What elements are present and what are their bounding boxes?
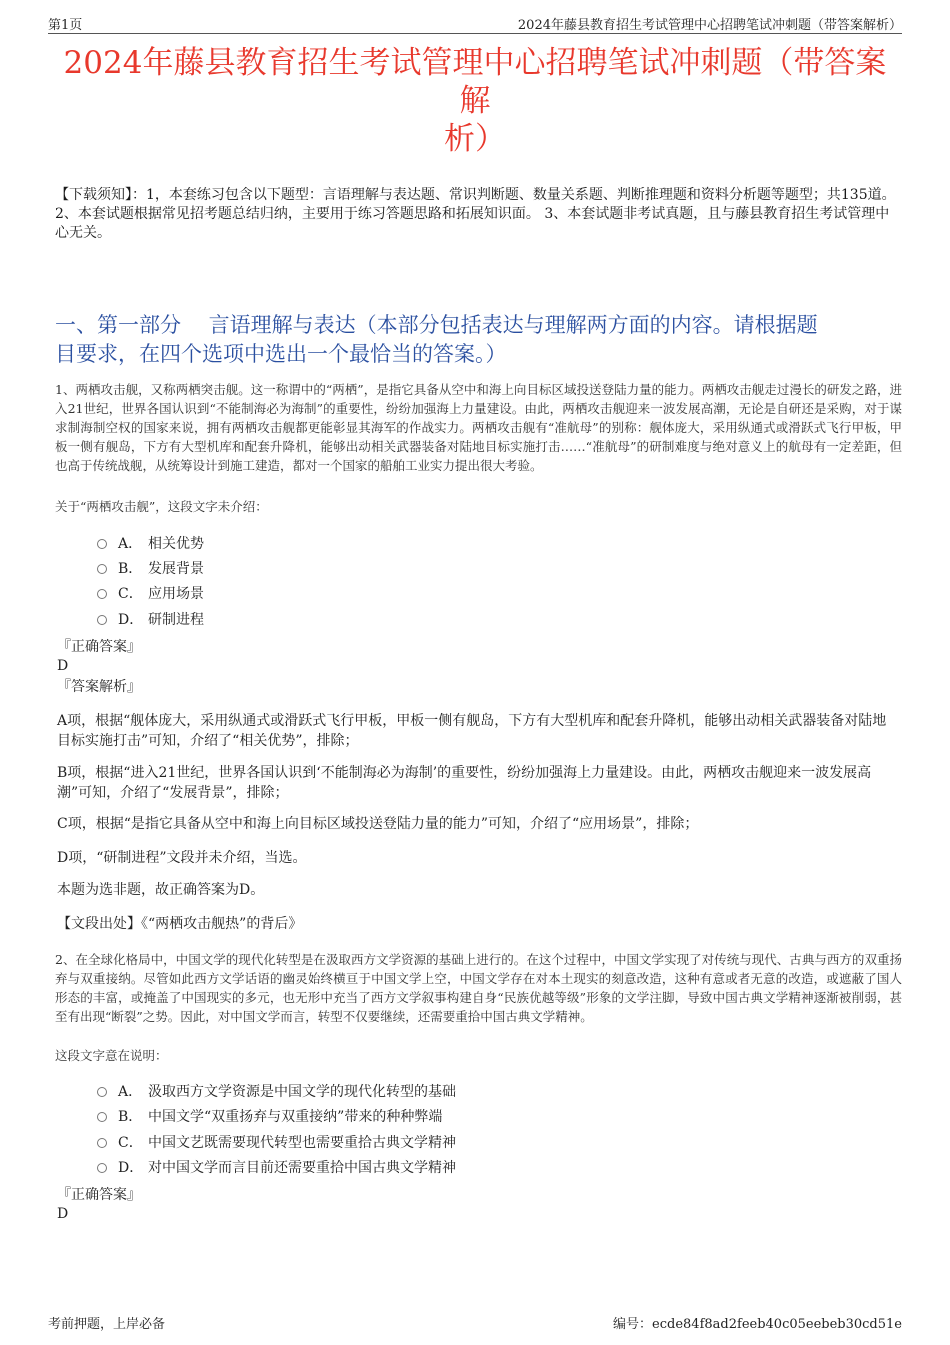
page-number: 第1页 <box>48 18 83 33</box>
radio-icon[interactable] <box>97 564 107 574</box>
option-text: 中国文学“双重扬弃与双重接纳”带来的种种弊端 <box>148 1109 443 1125</box>
option-text: 相关优势 <box>148 536 204 552</box>
q1-option-d[interactable] <box>97 609 204 629</box>
q2-option-d[interactable] <box>97 1157 456 1177</box>
radio-icon[interactable] <box>97 1087 107 1097</box>
q1-source: 【文段出处】《“两栖攻击舰热”的背后》 <box>57 916 303 932</box>
q2-answer: D <box>57 1206 69 1222</box>
radio-icon[interactable] <box>97 1138 107 1148</box>
section-heading-line-2: 目要求，在四个选项中选出一个最恰当的答案。） <box>55 342 507 366</box>
option-text: 中国文艺既需要现代转型也需要重拾古典文学精神 <box>148 1135 456 1151</box>
option-text: 研制进程 <box>148 612 204 628</box>
radio-icon[interactable] <box>97 539 107 549</box>
page-title <box>55 44 895 158</box>
q2-question: 这段文字意在说明： <box>55 1048 168 1063</box>
section-heading <box>55 311 895 369</box>
option-letter: A． <box>118 536 143 552</box>
download-notice: 【下载须知】：1，本套练习包含以下题型：言语理解与表达题、常识判断题、数量关系题、判断推理题和资料分析题等题型；共135道。 2、本套试题根据常见招考题总结归纳，主要用于练习答题思路和拓展知识面。 3、本套试题非考试真题，且与藤县教育招生考试管理中心无关。 <box>55 187 896 241</box>
q1-answer: D <box>57 658 69 674</box>
radio-icon[interactable] <box>97 615 107 625</box>
footer-slogan: 考前押题，上岸必备 <box>48 1317 166 1332</box>
option-text: 汲取西方文学资源是中国文学的现代化转型的基础 <box>148 1084 456 1100</box>
page-header <box>48 14 902 34</box>
q1-analysis-d: D项，“研制进程”文段并未介绍，当选。 <box>57 850 307 866</box>
q2-passage: 2、在全球化格局中，中国文学的现代化转型是在汲取西方文学资源的基础上进行的。在这个过程中，中国文学实现了对传统与现代、古典与西方的双重扬弃与双重接纳。尽管如此西方文学话语的幽灵始终横亘于中国文学上空，中国文学存在对本土现实的刻意改造，这种有意或者无意的改造，或遮蔽了国人形态的丰富，或掩盖了中国现实的多元，也无形中充当了西方文学叙事构建自身“民族优越等级”形象的文学注脚，导致中国古典文学精神逐渐被削弱，甚至有出现“断裂”之势。因此，对中国文学而言，转型不仅要继续，还需要重拾中国古典文学精神。 <box>55 952 902 1024</box>
q1-analysis-c: C项，根据“是指它具备从空中和海上向目标区域投送登陆力量的能力”可知，介绍了“应用场景”，排除； <box>57 816 699 832</box>
q1-question: 关于“两栖攻击舰”，这段文字未介绍： <box>55 499 268 514</box>
option-letter: B． <box>118 561 143 577</box>
radio-icon[interactable] <box>97 589 107 599</box>
radio-icon[interactable] <box>97 1163 107 1173</box>
header-doc-title: 2024年藤县教育招生考试管理中心招聘笔试冲刺题（带答案解析） <box>517 18 902 33</box>
q1-analysis-label: 『答案解析』 <box>57 679 141 695</box>
option-text: 对中国文学而言目前还需要重拾中国古典文学精神 <box>148 1160 456 1176</box>
section-heading-line-1: 一、第一部分 言语理解与表达（本部分包括表达与理解两方面的内容。请根据题 <box>55 313 818 337</box>
footer-doc-id: 编号：ecde84f8ad2feeb40c05eebeb30cd51e <box>613 1317 902 1332</box>
q1-answer-label: 『正确答案』 <box>57 639 141 655</box>
option-text: 发展背景 <box>148 561 204 577</box>
option-letter: B． <box>118 1109 143 1125</box>
q2-option-a[interactable] <box>97 1081 456 1101</box>
q1-passage: 1、两栖攻击舰，又称两栖突击舰。这一称谓中的“两栖”，是指它具备从空中和海上向目标区域投送登陆力量的能力。两栖攻击舰走过漫长的研发之路，进入21世纪，世界各国认识到“不能制海必为海制”的重要性，纷纷加强海上力量建设。由此，两栖攻击舰迎来一波发展高潮，无论是自研还是采购，对于谋求制海制空权的国家来说，拥有两栖攻击舰都更能彰显其海军的作战实力。两栖攻击舰有“准航母”的别称：舰体庞大，采用纵通式或滑跃式飞行甲板，甲板一侧有舰岛，下方有大型机库和配套升降机，能够出动相关武器装备对陆地目标实施打击……“准航母”的研制难度与绝对意义上的航母有一定差距，但也高于传统战舰，从统筹设计到施工建造，都对一个国家的船舶工业实力提出很大考验。 <box>55 382 902 473</box>
q2-option-c[interactable] <box>97 1132 456 1152</box>
option-letter: C． <box>118 1135 143 1151</box>
title-line-2: 析） <box>444 121 506 157</box>
option-letter: A． <box>118 1084 143 1100</box>
option-letter: D． <box>118 612 144 628</box>
header-divider <box>48 33 902 34</box>
option-letter: D． <box>118 1160 144 1176</box>
radio-icon[interactable] <box>97 1112 107 1122</box>
q1-option-b[interactable] <box>97 558 204 578</box>
option-text: 应用场景 <box>148 586 204 602</box>
q1-analysis-conclusion: 本题为选非题，故正确答案为D。 <box>57 882 265 898</box>
q2-option-b[interactable] <box>97 1106 442 1126</box>
option-letter: C． <box>118 586 143 602</box>
q1-option-c[interactable] <box>97 583 204 603</box>
q1-option-a[interactable] <box>97 533 204 553</box>
title-line-1: 2024年藤县教育招生考试管理中心招聘笔试冲刺题（带答案解 <box>63 45 887 119</box>
q1-analysis-a: A项，根据“舰体庞大，采用纵通式或滑跃式飞行甲板，甲板一侧有舰岛，下方有大型机库和配套升降机，能够出动相关武器装备对陆地目标实施打击”可知，介绍了“相关优势”，排除； <box>57 713 887 749</box>
q2-answer-label: 『正确答案』 <box>57 1187 141 1203</box>
q1-analysis-b: B项，根据“进入21世纪，世界各国认识到‘不能制海必为海制’的重要性，纷纷加强海上力量建设。由此，两栖攻击舰迎来一波发展高潮”可知，介绍了“发展背景”，排除； <box>57 765 872 801</box>
